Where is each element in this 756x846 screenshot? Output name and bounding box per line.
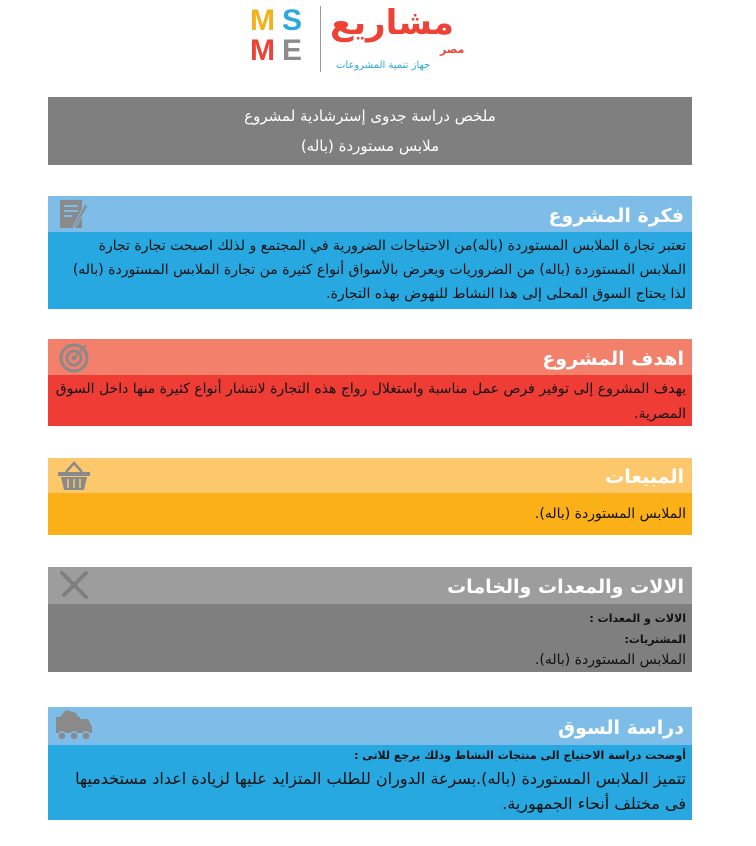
section-sales <box>48 458 692 535</box>
equipment-label: الالات و المعدات : <box>589 612 686 625</box>
section-heading: المبيعات <box>605 466 684 488</box>
tools-icon <box>54 569 94 601</box>
notepad-pen-icon <box>54 198 94 230</box>
section-body: الملابس المستوردة (باله). <box>48 493 692 535</box>
section-heading: فكرة المشروع <box>548 205 684 227</box>
section-heading: الالات والمعدات والخامات <box>447 576 684 598</box>
logo <box>250 4 510 74</box>
target-icon <box>54 341 94 373</box>
page-title: ملخص دراسة جدوى إسترشادية لمشروع ملابس مستوردة (باله) <box>48 97 692 165</box>
materials-label: المشتريات: <box>624 633 686 646</box>
section-body: يهدف المشروع إلى توفير فرص عمل مناسبة واستغلال رواج هذه التجارة لانتشار أنواع كثيرة منها داخل السوق المصرية. <box>48 375 692 426</box>
section-market-study <box>48 707 692 820</box>
section-body: الملابس المستوردة (باله). <box>534 652 686 668</box>
msme-logo: M S M E <box>250 4 303 67</box>
section-heading: اهدف المشروع <box>542 348 684 370</box>
section-equipment <box>48 567 692 672</box>
section-body: تعتبر تجارة الملابس المستوردة (باله)من الاحتياجات الضرورية في المجتمع و لذلك اصبحت تجارة تجارة الملابس المستوردة (باله) من الضروريات ويعرض بالأسواق أنواع كثيرة من تجارة الملابس المستوردة (باله) لذا يحتاج السوق المحلى إلى هذا النشاط للنهوض بهذه التجارة. <box>48 232 692 309</box>
logo-divider <box>320 6 321 72</box>
brand-subtitle: جهاز تنمية المشروعات <box>336 60 431 71</box>
truck-icon <box>54 709 94 741</box>
section-project-idea <box>48 196 692 309</box>
section-body: تتميز الملابس المستوردة (باله).بسرعة الدوران للطلب المتزايد عليها لزيادة اعداد مستخدميها فى مختلف أنحاء الجمهورية. <box>75 769 686 813</box>
section-project-goal <box>48 339 692 426</box>
section-heading: دراسة السوق <box>558 717 684 739</box>
brand-misr: مصر <box>440 43 465 56</box>
brand-name: مشاريع <box>330 3 454 43</box>
market-intro: أوضحت دراسة الاحتياج الى منتجات النشاط وذلك يرجع للاتى : <box>354 749 686 762</box>
basket-icon <box>54 460 94 492</box>
